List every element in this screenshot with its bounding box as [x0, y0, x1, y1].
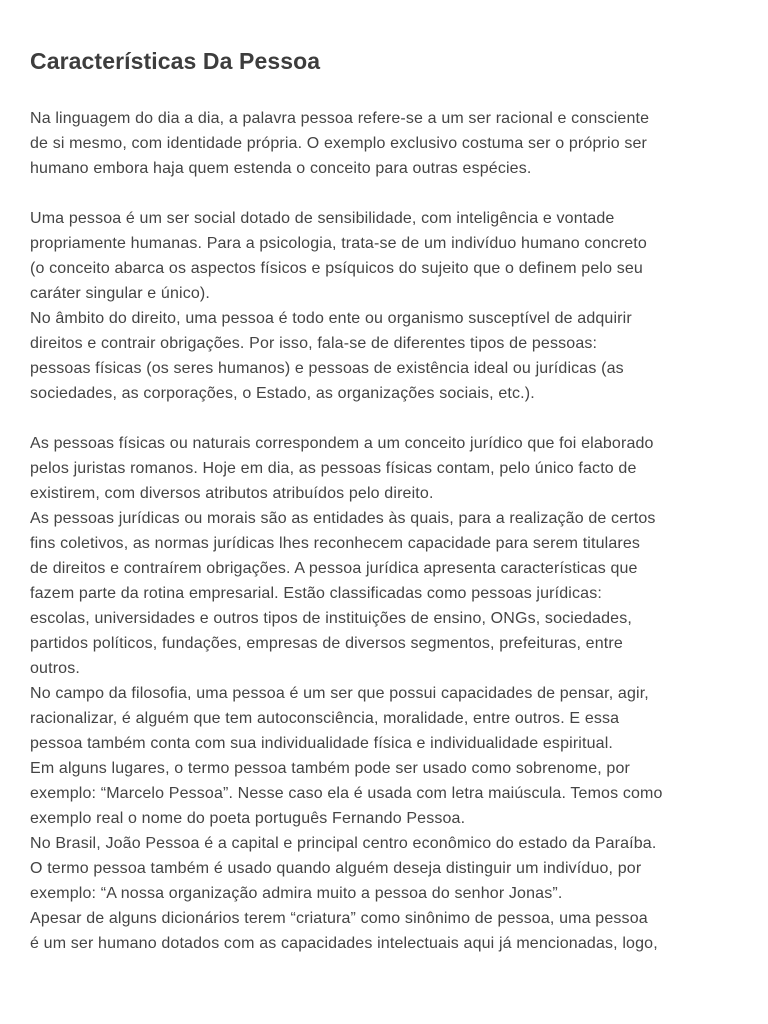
- paragraph-gap: [30, 181, 738, 206]
- paragraph-gap: [30, 406, 738, 431]
- paragraph-physical-juridical: As pessoas físicas ou naturais correspondem a um conceito jurídico que foi elaborado pelos juristas romanos. Hoje em dia, as pessoas físicas contam, pelo único facto de existirem, com diversos atributos atribuídos pelo direito. As pessoas jurídicas ou morais são as entidades às quais, para a realização de certos fins coletivos, as normas jurídicas lhes reconhecem capacidade para serem titulares de direitos e contraírem obrigações. A pessoa jurídica apresenta características que fazem parte da rotina empresarial. Estão classificadas como pessoas jurídicas: escolas, universidades e outros tipos de instituições de ensino, ONGs, sociedades, partidos políticos, fundações, empresas de diversos segmentos, prefeituras, entre outros. No campo da filosofia, uma pessoa é um ser que possui capacidades de pensar, agir, racionalizar, é alguém que tem autoconsciência, moralidade, entre outros. E essa pessoa também conta com sua individualidade física e individualidade espiritual. Em alguns lugares, o termo pessoa também pode ser usado como sobrenome, por exemplo: “Marcelo Pessoa”. Nesse caso ela é usada com letra maiúscula. Temos como exemplo real o nome do poeta português Fernando Pessoa. No Brasil, João Pessoa é a capital e principal centro econômico do estado da Paraíba. O termo pessoa também é usado quando alguém deseja distinguir um indivíduo, por exemplo: “A nossa organização admira muito a pessoa do senhor Jonas”. Apesar de alguns dicionários terem “criatura” como sinônimo de pessoa, uma pessoa é um ser humano dotados com as capacidades intelectuais aqui já mencionadas, logo,: [30, 435, 663, 952]
- paragraph-intro: Na linguagem do dia a dia, a palavra pessoa refere-se a um ser racional e consciente de si mesmo, com identidade própria. O exemplo exclusivo costuma ser o próprio ser humano embora haja quem estenda o conceito para outras espécies.: [30, 110, 650, 177]
- paragraph-social-legal: Uma pessoa é um ser social dotado de sensibilidade, com inteligência e vontade propriamente humanas. Para a psicologia, trata-se de um indivíduo humano concreto (o conceito abarca os aspectos físicos e psíquicos do sujeito que o definem pelo seu caráter singular e único). No âmbito do direito, uma pessoa é todo ente ou organismo susceptível de adquirir direitos e contrair obrigações. Por isso, fala-se de diferentes tipos de pessoas: pessoas físicas (os seres humanos) e pessoas de existência ideal ou jurídicas (as sociedades, as corporações, o Estado, as organizações sociais, etc.).: [30, 210, 647, 402]
- article-title: Características Da Pessoa: [30, 48, 321, 74]
